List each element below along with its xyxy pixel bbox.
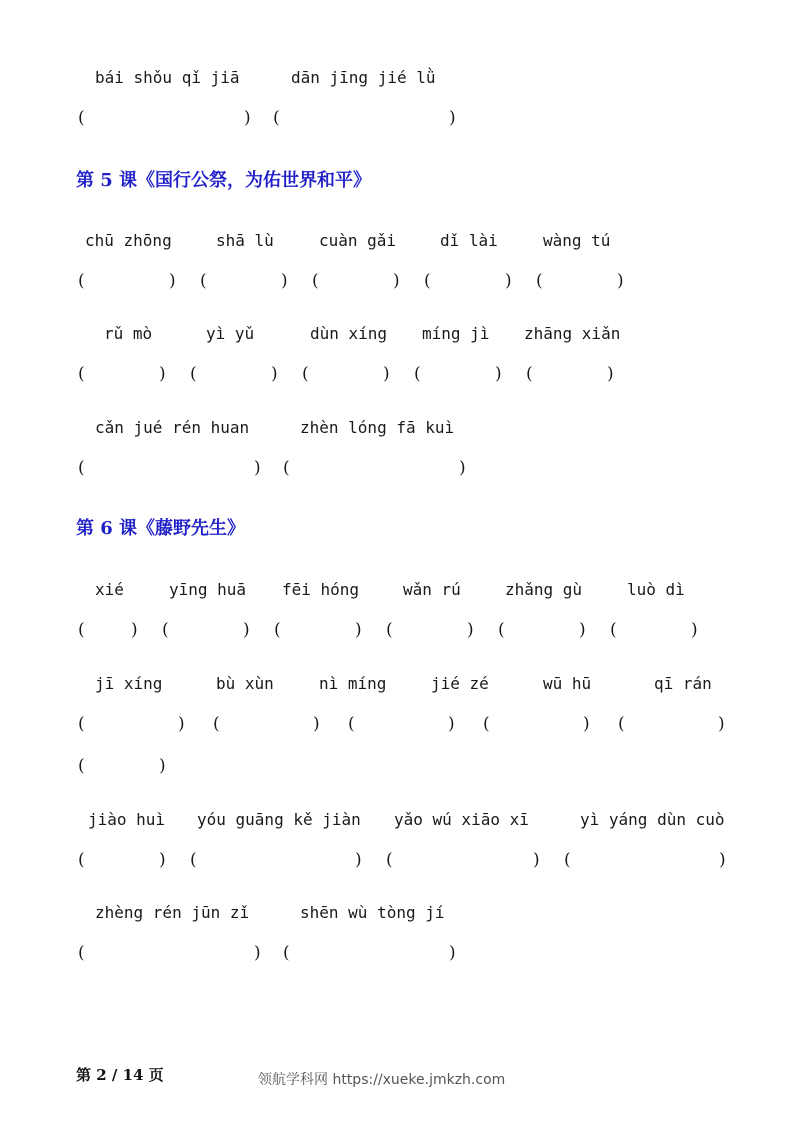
pinyin-item: wǎn rú <box>403 580 461 599</box>
pinyin-item: zhèng rén jūn zǐ <box>95 903 250 922</box>
open-paren: ( <box>348 714 355 734</box>
pinyin-item: zhāng xiǎn <box>524 324 621 343</box>
pinyin-item: míng jì <box>422 324 490 343</box>
close-paren: ) <box>254 458 261 478</box>
close-paren: ) <box>718 714 725 734</box>
open-paren: ( <box>526 364 533 384</box>
close-paren: ) <box>495 364 502 384</box>
pinyin-item: zhèn lóng fā kuì <box>300 418 455 437</box>
open-paren: ( <box>312 271 319 291</box>
open-paren: ( <box>78 756 85 776</box>
pinyin-item: xié <box>95 580 124 599</box>
open-paren: ( <box>283 458 290 478</box>
open-paren: ( <box>190 850 197 870</box>
lesson5-heading: 第 5 课《国行公祭，为佑世界和平》 <box>76 170 372 191</box>
close-paren: ) <box>178 714 185 734</box>
close-paren: ) <box>313 714 320 734</box>
pinyin-item: fēi hóng <box>282 580 360 599</box>
close-paren: ) <box>533 850 540 870</box>
open-paren: ( <box>78 458 85 478</box>
close-paren: ) <box>281 271 288 291</box>
pinyin-item: shēn wù tòng jí <box>300 903 445 922</box>
open-paren: ( <box>190 364 197 384</box>
open-paren: ( <box>414 364 421 384</box>
pinyin-item: zhǎng gù <box>505 580 583 599</box>
close-paren: ) <box>583 714 590 734</box>
pinyin-item: jié zé <box>431 674 489 693</box>
open-paren: ( <box>78 943 85 963</box>
pinyin-item: bù xùn <box>216 674 274 693</box>
close-paren: ) <box>449 108 456 128</box>
close-paren: ) <box>719 850 726 870</box>
close-paren: ) <box>244 108 251 128</box>
pinyin-item: dān jīng jié lǜ <box>291 68 436 87</box>
close-paren: ) <box>383 364 390 384</box>
pinyin-item: rǔ mò <box>104 324 153 343</box>
close-paren: ) <box>159 756 166 776</box>
open-paren: ( <box>386 850 393 870</box>
pinyin-item: nì míng <box>319 674 387 693</box>
open-paren: ( <box>213 714 220 734</box>
close-paren: ) <box>393 271 400 291</box>
close-paren: ) <box>131 620 138 640</box>
open-paren: ( <box>564 850 571 870</box>
open-paren: ( <box>483 714 490 734</box>
open-paren: ( <box>78 108 85 128</box>
open-paren: ( <box>610 620 617 640</box>
open-paren: ( <box>200 271 207 291</box>
pinyin-item: dǐ lài <box>440 231 498 250</box>
close-paren: ) <box>254 943 261 963</box>
pinyin-item: wū hū <box>543 674 592 693</box>
close-paren: ) <box>448 714 455 734</box>
close-paren: ) <box>355 620 362 640</box>
open-paren: ( <box>78 714 85 734</box>
close-paren: ) <box>691 620 698 640</box>
watermark-link[interactable]: 领航学科网 https://xueke.jmkzh.com <box>258 1072 506 1088</box>
pinyin-item: luò dì <box>627 580 685 599</box>
close-paren: ) <box>467 620 474 640</box>
close-paren: ) <box>169 271 176 291</box>
close-paren: ) <box>449 943 456 963</box>
pinyin-item: cǎn jué rén huan <box>95 418 250 437</box>
open-paren: ( <box>302 364 309 384</box>
close-paren: ) <box>459 458 466 478</box>
open-paren: ( <box>162 620 169 640</box>
open-paren: ( <box>498 620 505 640</box>
close-paren: ) <box>607 364 614 384</box>
lesson6-heading: 第 6 课《藤野先生》 <box>76 518 246 539</box>
page-number: 第 2 / 14 页 <box>76 1066 164 1084</box>
pinyin-item: jiào huì <box>88 810 166 829</box>
pinyin-item: chū zhōng <box>85 231 172 250</box>
pinyin-item: bái shǒu qǐ jiā <box>95 68 240 87</box>
close-paren: ) <box>159 364 166 384</box>
close-paren: ) <box>355 850 362 870</box>
open-paren: ( <box>386 620 393 640</box>
pinyin-item: wàng tú <box>543 231 611 250</box>
open-paren: ( <box>273 108 280 128</box>
open-paren: ( <box>78 271 85 291</box>
close-paren: ) <box>617 271 624 291</box>
close-paren: ) <box>159 850 166 870</box>
pinyin-item: dùn xíng <box>310 324 388 343</box>
pinyin-item: yīng huā <box>169 580 247 599</box>
open-paren: ( <box>283 943 290 963</box>
close-paren: ) <box>505 271 512 291</box>
pinyin-item: jī xíng <box>95 674 163 693</box>
open-paren: ( <box>78 620 85 640</box>
pinyin-item: shā lù <box>216 231 274 250</box>
pinyin-item: yǎo wú xiāo xī <box>394 810 529 829</box>
pinyin-item: qī rán <box>654 674 712 693</box>
pinyin-item: yóu guāng kě jiàn <box>197 810 361 829</box>
close-paren: ) <box>243 620 250 640</box>
open-paren: ( <box>424 271 431 291</box>
close-paren: ) <box>271 364 278 384</box>
open-paren: ( <box>78 850 85 870</box>
open-paren: ( <box>274 620 281 640</box>
pinyin-item: yì yǔ <box>206 324 255 343</box>
open-paren: ( <box>78 364 85 384</box>
pinyin-item: yì yáng dùn cuò <box>580 810 725 829</box>
open-paren: ( <box>536 271 543 291</box>
pinyin-item: cuàn gǎi <box>319 231 397 250</box>
close-paren: ) <box>579 620 586 640</box>
open-paren: ( <box>618 714 625 734</box>
